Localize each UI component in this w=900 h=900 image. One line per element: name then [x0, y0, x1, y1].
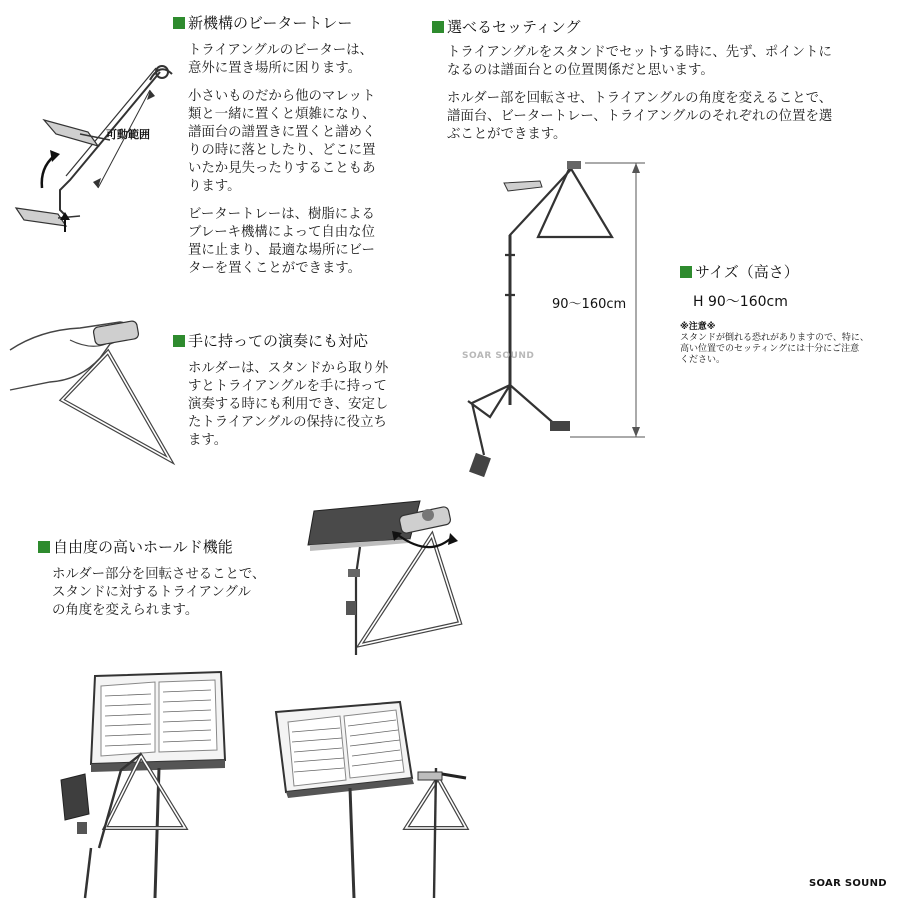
text-line: 意外に置き場所に困ります。 [188, 61, 362, 76]
heading-beater-tray [173, 14, 352, 32]
text-line: いたか見失ったりすることもあ [188, 161, 376, 176]
text-line: りの時に落としたり、どこに置 [188, 143, 376, 158]
green-square-icon [432, 21, 444, 33]
setting-text [447, 44, 832, 144]
text-line: 高い位置でのセッティングには十分にご注意 [680, 344, 860, 354]
caution-note [680, 322, 869, 366]
stand-illustration [450, 155, 670, 485]
handheld-illustration [10, 310, 190, 500]
text-line: ホルダー部を回転させ、トライアングルの角度を変えることで、 [447, 91, 833, 106]
text-line: ターを置くことができます。 [188, 261, 362, 276]
heading-hold-text: 自由度の高いホールド機能 [53, 538, 233, 556]
heading-setting [432, 18, 581, 36]
text-line: なるのは譜面台との位置関係だと思います。 [447, 63, 714, 78]
rotation-illustration [300, 495, 470, 665]
music-stand-left-illustration [55, 668, 255, 898]
heading-size [680, 263, 799, 281]
text-line: の角度を変えられます。 [52, 603, 199, 618]
text-line: 譜面台、ビータートレー、トライアングルのそれぞれの位置を選 [447, 109, 833, 124]
text-line: ホルダーは、スタンドから取り外 [188, 361, 389, 376]
heading-size-text: サイズ（高さ） [695, 263, 799, 281]
beater-tray-text [188, 42, 375, 278]
handheld-text [188, 360, 388, 450]
green-square-icon [173, 17, 185, 29]
heading-setting-text: 選べるセッティング [447, 18, 581, 36]
text-line: ます。 [188, 433, 228, 448]
beater-tray-illustration [10, 50, 190, 290]
caution-title: ※注意※ [680, 322, 716, 332]
text-line: トライアングルのビーターは、 [188, 43, 373, 58]
watermark: SOAR SOUND [462, 351, 535, 361]
size-value: H 90〜160cm [693, 294, 788, 310]
text-line: 小さいものだから他のマレット [188, 89, 376, 104]
green-square-icon [680, 266, 692, 278]
text-line: ください。 [680, 355, 726, 365]
text-line: ビータートレーは、樹脂による [188, 207, 375, 222]
text-line: ります。 [188, 179, 241, 194]
text-line: ぶことができます。 [447, 127, 567, 142]
text-line: 置に止まり、最適な場所にビー [188, 243, 375, 258]
text-line: ホルダー部分を回転させることで、 [52, 567, 266, 582]
stand-height-label: 90〜160cm [552, 297, 627, 312]
text-line: 譜面台の譜置きに置くと譜めく [188, 125, 376, 140]
text-line: ブレーキ機構によって自由な位 [188, 225, 375, 240]
footer-brand: SOAR SOUND [809, 878, 887, 889]
heading-hold [38, 538, 233, 556]
heading-handheld-text: 手に持っての演奏にも対応 [188, 332, 369, 350]
green-square-icon [173, 335, 185, 347]
movable-range-label: 可動範囲 [106, 128, 150, 141]
hold-text [52, 566, 265, 620]
heading-beater-tray-text: 新機構のビータートレー [188, 14, 353, 32]
text-line: スタンドに対するトライアングル [52, 585, 251, 600]
text-line: すとトライアングルを手に持って [188, 379, 387, 394]
text-line: スタンドが倒れる恐れがありますので、特に、 [680, 333, 869, 343]
text-line: トライアングルをスタンドでセットする時に、先ず、ポイントに [447, 45, 832, 60]
text-line: たトライアングルの保持に役立ち [188, 415, 387, 430]
heading-handheld [173, 332, 368, 350]
green-square-icon [38, 541, 50, 553]
music-stand-right-illustration [270, 698, 470, 898]
text-line: 演奏する時にも利用でき、安定し [188, 397, 389, 412]
text-line: 類と一緒に置くと煩雑になり、 [188, 107, 376, 122]
